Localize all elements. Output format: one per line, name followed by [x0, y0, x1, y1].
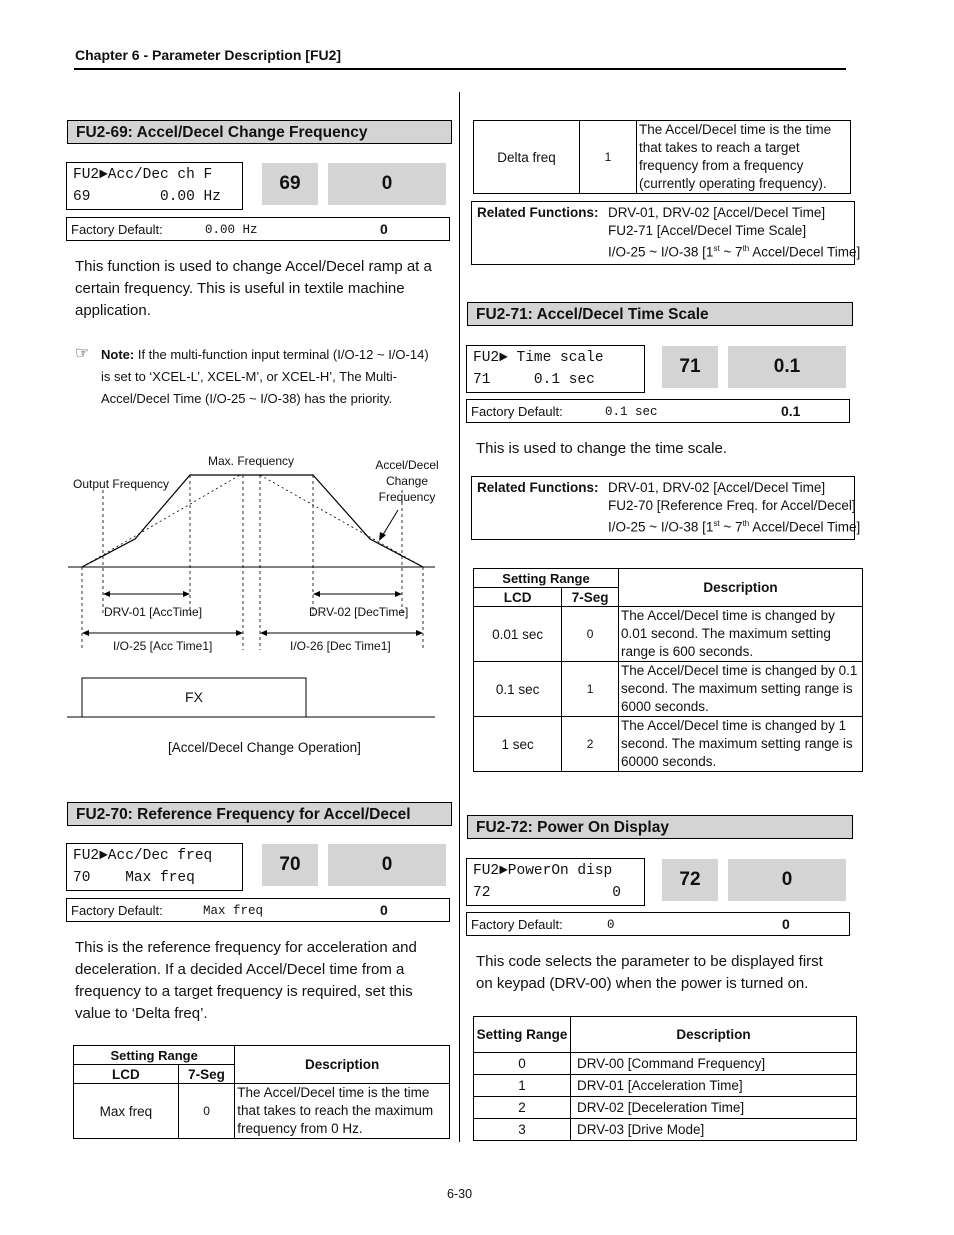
label-max-frequency: Max. Frequency [208, 454, 295, 468]
table-row [474, 1075, 857, 1097]
table-row [474, 662, 863, 717]
related-item: FU2-71 [Accel/Decel Time Scale] [608, 223, 807, 238]
table-row [474, 607, 863, 662]
lcd-line-2: 69 0.00 Hz [73, 189, 221, 205]
table-row [74, 1084, 450, 1139]
factory-default-label: Factory Default: [71, 903, 163, 918]
related-functions-fu2-71 [471, 476, 861, 540]
label-change-frequency-2: Change [385, 474, 429, 488]
cell-description: The Accel/Decel time is changed by 0.1 second. The maximum setting range is 6000 seconds. [618, 662, 862, 717]
related-item: DRV-01, DRV-02 [Accel/Decel Time] [608, 480, 826, 495]
settings-table-fu2-71 [473, 568, 863, 772]
description-fu2-70: This is the reference frequency for acceleration and deceleration. If a decided Accel/Decel time from a frequency to a target frequency is required, set this value to ‘Delta freq’. [75, 939, 417, 1022]
header-description: Description [571, 1017, 857, 1053]
cell-lcd: 0.01 sec [474, 607, 562, 662]
description-fu2-71: This is used to change the time scale. [476, 440, 727, 457]
column-divider [459, 92, 460, 1142]
table-row [474, 1097, 857, 1119]
related-item: I/O-25 ~ I/O-38 [1st ~ 7th Accel/Decel Time] [608, 519, 861, 535]
chapter-title: Chapter 6 - Parameter Description [FU2] [75, 47, 342, 63]
seg-code-fu2-71: 71 [662, 346, 718, 388]
lcd-display-fu2-72 [466, 858, 645, 906]
label-output-frequency: Output Frequency [73, 477, 170, 491]
section-title-fu2-71: FU2-71: Accel/Decel Time Scale [467, 302, 853, 326]
cell-range: 0 [474, 1053, 571, 1075]
header-description: Description [235, 1046, 450, 1084]
header-setting-range: Setting Range [474, 1017, 571, 1053]
cell-description: The Accel/Decel time is the time that takes to reach the maximum frequency from 0 Hz. [235, 1084, 450, 1139]
related-item: FU2-70 [Reference Freq. for Accel/Decel] [608, 498, 856, 513]
label-drv01: DRV-01 [AccTime] [104, 605, 203, 619]
note-fu2-69 [101, 344, 441, 410]
lcd-display-fu2-70 [66, 843, 243, 891]
header-lcd: LCD [74, 1065, 179, 1084]
label-io26: I/O-26 [Dec Time1] [290, 639, 391, 653]
factory-default-seg: 0 [782, 916, 790, 932]
factory-default-fu2-69 [66, 217, 450, 241]
settings-table-fu2-70-continued [473, 120, 851, 194]
cell-lcd: Delta freq [474, 121, 580, 194]
factory-default-fu2-70 [66, 898, 450, 922]
lcd-line-1: FU2►PowerOn disp [473, 863, 613, 879]
related-functions-fu2-70 [471, 201, 861, 265]
label-fx: FX [185, 689, 203, 705]
factory-default-seg: 0 [380, 221, 388, 237]
related-item: I/O-25 ~ I/O-38 [1st ~ 7th Accel/Decel Time] [608, 244, 861, 260]
seg-value-fu2-70: 0 [328, 844, 446, 886]
factory-default-value: 0.00 Hz [205, 223, 258, 237]
cell-description: The Accel/Decel time is the time that takes to reach a target frequency from a frequency (currently operating frequency). [637, 121, 851, 194]
header-lcd: LCD [474, 588, 562, 607]
note-hand-icon: ☞ [75, 345, 90, 362]
description-fu2-72: This code selects the parameter to be displayed first on keypad (DRV-00) when the power is turned on. [476, 953, 823, 992]
cell-range: 3 [474, 1119, 571, 1141]
label-io25: I/O-25 [Acc Time1] [113, 639, 213, 653]
lcd-line-1: FU2►Acc/Dec freq [73, 848, 213, 864]
factory-default-label: Factory Default: [71, 222, 163, 237]
diagram-caption: [Accel/Decel Change Operation] [168, 740, 361, 755]
cell-lcd: 1 sec [474, 717, 562, 772]
lcd-line-2: 70 Max freq [73, 870, 195, 886]
factory-default-value: 0.1 sec [605, 405, 658, 419]
section-title-fu2-70: FU2-70: Reference Frequency for Accel/Decel [67, 802, 452, 826]
lcd-display-fu2-69 [66, 162, 243, 210]
factory-default-value: 0 [607, 918, 615, 932]
cell-lcd: Max freq [74, 1084, 179, 1139]
section-title-fu2-72: FU2-72: Power On Display [467, 815, 853, 839]
seg-value-fu2-69: 0 [328, 163, 446, 205]
factory-default-fu2-71 [466, 399, 850, 423]
lcd-display-fu2-71 [466, 345, 645, 393]
related-label: Related Functions: [477, 480, 599, 495]
cell-7seg: 0 [178, 1084, 235, 1139]
header-7seg: 7-Seg [178, 1065, 235, 1084]
cell-range: 2 [474, 1097, 571, 1119]
header-setting-range: Setting Range [74, 1046, 235, 1065]
cell-description: The Accel/Decel time is changed by 1 second. The maximum setting range is 60000 seconds. [618, 717, 862, 772]
lcd-line-1: FU2►Acc/Dec ch F [73, 167, 213, 183]
cell-7seg: 0 [562, 607, 619, 662]
cell-description: DRV-01 [Acceleration Time] [571, 1075, 857, 1097]
table-row [474, 121, 851, 194]
cell-description: The Accel/Decel time is changed by 0.01 second. The maximum setting range is 600 seconds. [618, 607, 862, 662]
cell-lcd: 0.1 sec [474, 662, 562, 717]
seg-value-fu2-71: 0.1 [728, 346, 846, 388]
seg-code-fu2-72: 72 [662, 859, 718, 901]
factory-default-fu2-72 [466, 912, 850, 936]
note-text: If the multi-function input terminal (I/O-12 ~ I/O-14) is set to ‘XCEL-L’, XCEL-M’, or XCEL-H’, The Multi-Accel/Decel Time (I/O-25 ~ I/O-38) has the priority. [101, 347, 429, 406]
page-number: 6-30 [447, 1187, 473, 1201]
header-rule [74, 68, 846, 70]
seg-code-fu2-70: 70 [262, 844, 318, 886]
factory-default-seg: 0.1 [781, 403, 801, 419]
factory-default-label: Factory Default: [471, 404, 563, 419]
table-row [474, 1053, 857, 1075]
cell-7seg: 1 [562, 662, 619, 717]
cell-7seg: 2 [562, 717, 619, 772]
label-change-frequency-1: Accel/Decel [375, 458, 439, 472]
accel-decel-change-diagram [60, 440, 445, 730]
factory-default-label: Factory Default: [471, 917, 563, 932]
related-item: DRV-01, DRV-02 [Accel/Decel Time] [608, 205, 826, 220]
seg-value-fu2-72: 0 [728, 859, 846, 901]
header-7seg: 7-Seg [562, 588, 619, 607]
table-row [474, 717, 863, 772]
related-label: Related Functions: [477, 205, 599, 220]
lcd-line-1: FU2► Time scale [473, 350, 604, 366]
factory-default-seg: 0 [380, 902, 388, 918]
seg-code-fu2-69: 69 [262, 163, 318, 205]
cell-description: DRV-03 [Drive Mode] [571, 1119, 857, 1141]
lcd-line-2: 71 0.1 sec [473, 372, 595, 388]
cell-description: DRV-02 [Deceleration Time] [571, 1097, 857, 1119]
table-row [474, 1119, 857, 1141]
settings-table-fu2-70 [73, 1045, 450, 1139]
lcd-line-2: 72 0 [473, 885, 621, 901]
settings-table-fu2-72 [473, 1016, 857, 1141]
label-change-frequency-3: Frequency [378, 490, 436, 504]
cell-description: DRV-00 [Command Frequency] [571, 1053, 857, 1075]
cell-7seg: 1 [580, 121, 637, 194]
description-fu2-69: This function is used to change Accel/Decel ramp at a certain frequency. This is useful in textile machine application. [75, 258, 432, 319]
section-title-fu2-69: FU2-69: Accel/Decel Change Frequency [67, 120, 452, 144]
note-label: Note: [101, 347, 135, 362]
header-setting-range: Setting Range [474, 569, 619, 588]
cell-range: 1 [474, 1075, 571, 1097]
factory-default-value: Max freq [203, 904, 264, 918]
label-drv02: DRV-02 [DecTime] [309, 605, 409, 619]
header-description: Description [618, 569, 862, 607]
